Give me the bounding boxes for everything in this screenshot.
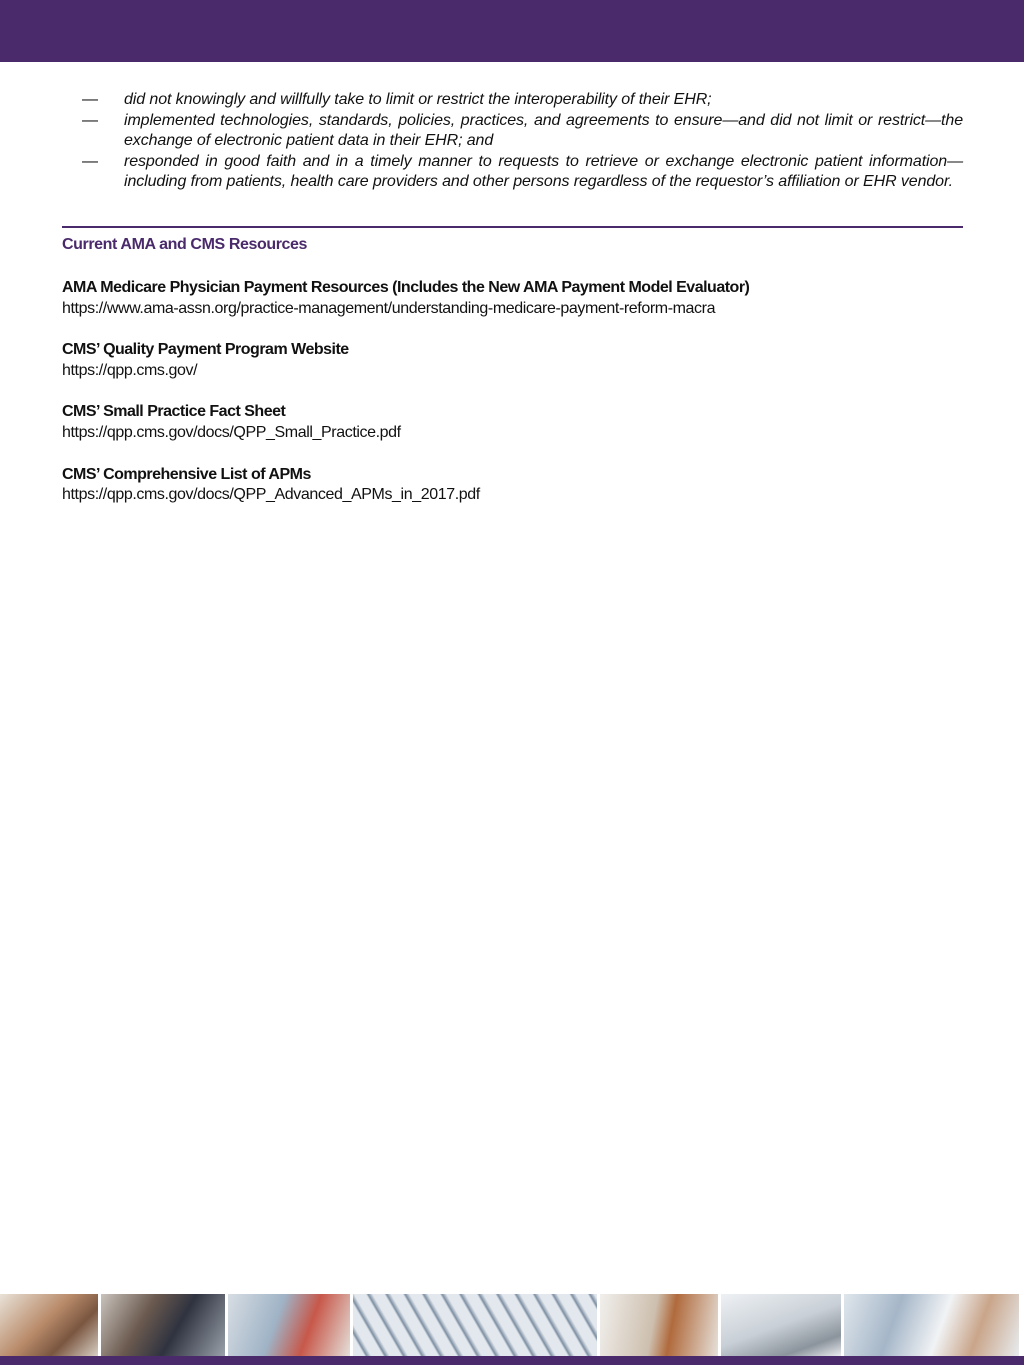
- resource-link[interactable]: https://qpp.cms.gov/docs/QPP_Small_Practice.pdf: [62, 423, 401, 441]
- resource-title: CMS’ Quality Payment Program Website: [62, 341, 349, 359]
- list-item: [62, 111, 963, 152]
- bullet-text: responded in good faith and in a timely manner to requests to retrieve or exchange electronic patient information—including from patients, health care providers and other persons regardless of the requestor’s affiliation or EHR vendor.: [124, 152, 963, 191]
- resource-link[interactable]: https://qpp.cms.gov/docs/QPP_Advanced_APMs_in_2017.pdf: [62, 486, 480, 504]
- photo-strip: [0, 1294, 1024, 1356]
- photo-dna-helix: [353, 1294, 597, 1356]
- resources-list: [62, 278, 963, 527]
- resource-link[interactable]: https://qpp.cms.gov/: [62, 361, 198, 379]
- photo-medical-team: [844, 1294, 1019, 1356]
- resource-item: [62, 402, 963, 443]
- resource-title: CMS’ Small Practice Fact Sheet: [62, 403, 286, 421]
- photo-doctor-consultation: [101, 1294, 225, 1356]
- divider: [62, 226, 963, 228]
- list-item: [62, 152, 963, 193]
- resource-title: CMS’ Comprehensive List of APMs: [62, 465, 311, 483]
- dash-marker: —: [82, 152, 98, 170]
- footer-band: [0, 1356, 1024, 1365]
- resource-link[interactable]: https://www.ama-assn.org/practice-management/understanding-medicare-payment-reform-macra: [62, 299, 716, 317]
- photo-doctor-with-child: [228, 1294, 350, 1356]
- list-item: [62, 90, 963, 111]
- resource-item: [62, 340, 963, 381]
- resource-title: AMA Medicare Physician Payment Resources (Includes the New AMA Payment Model Evaluator): [62, 279, 750, 296]
- photo-typing-keyboard: [721, 1294, 841, 1356]
- bullet-list: [62, 90, 963, 193]
- dash-marker: —: [82, 111, 98, 129]
- bullet-text: did not knowingly and willfully take to limit or restrict the interoperability of their EHR;: [124, 91, 712, 108]
- resource-item: [62, 465, 963, 506]
- resource-item: [62, 278, 963, 319]
- photo-patient-waiting-room: [600, 1294, 718, 1356]
- dash-marker: —: [82, 91, 98, 108]
- header-band: [0, 0, 1024, 62]
- bullet-text: implemented technologies, standards, policies, practices, and agreements to ensure—and did not limit or restrict—the exchange of electronic patient data in their EHR; and: [124, 111, 963, 150]
- section-heading: Current AMA and CMS Resources: [62, 236, 308, 253]
- photo-patient-smiling: [0, 1294, 98, 1356]
